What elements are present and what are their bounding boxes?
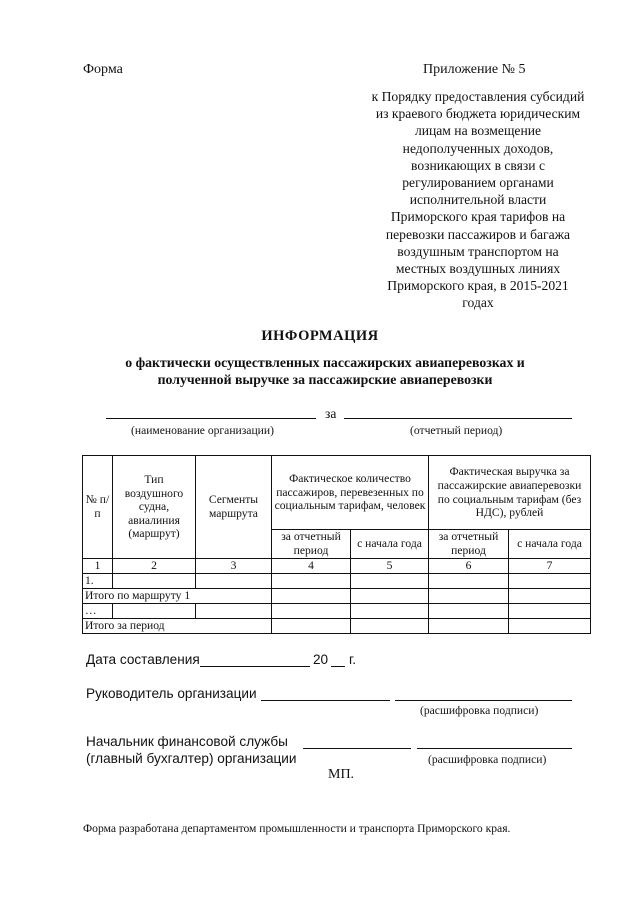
column-number: 1	[83, 559, 113, 574]
row-ellipsis-cell: …	[83, 603, 113, 618]
data-cell[interactable]	[272, 603, 351, 618]
table-row-route-total	[83, 588, 591, 603]
appendix-line: возникающих в связи с	[411, 157, 545, 173]
data-cell[interactable]	[113, 573, 196, 588]
appendix-line: исполнительной власти	[409, 192, 547, 208]
row-number-cell: 1.	[83, 573, 113, 588]
year-suffix: г.	[349, 652, 357, 667]
appendix-line: перевозки пассажиров и багажа	[385, 226, 571, 242]
column-number: 7	[509, 559, 591, 574]
stamp-place-label: МП.	[328, 767, 355, 782]
subheader-cell-period: за отчетный период	[429, 530, 509, 559]
period-connector: за	[325, 406, 337, 421]
appendix-line: годах	[462, 295, 494, 311]
finance-signature-line[interactable]	[303, 748, 411, 749]
data-cell[interactable]	[351, 588, 429, 603]
finance-decode-line[interactable]	[417, 748, 572, 749]
head-signature-line[interactable]	[261, 700, 390, 701]
table-row	[83, 573, 591, 588]
data-cell[interactable]	[351, 618, 429, 633]
data-cell[interactable]	[429, 618, 509, 633]
period-field-line[interactable]	[344, 418, 572, 419]
year-prefix: 20	[313, 652, 329, 667]
subtitle-line: о фактически осуществленных пассажирских авиаперевозках и	[125, 355, 525, 370]
head-decode-line[interactable]	[395, 700, 572, 701]
appendix-line: лицам на возмещение	[414, 123, 542, 139]
data-cell[interactable]	[429, 588, 509, 603]
route-total-label: Итого по маршруту 1	[83, 588, 272, 603]
document-title: ИНФОРМАЦИЯ	[261, 328, 379, 344]
document-subtitle	[120, 354, 530, 388]
appendix-line: недополученных доходов,	[402, 140, 554, 156]
data-cell[interactable]	[429, 603, 509, 618]
date-field-line[interactable]	[200, 666, 310, 667]
data-cell[interactable]	[351, 573, 429, 588]
report-table	[82, 455, 591, 634]
period-total-label: Итого за период	[83, 618, 272, 633]
subheader-cell-period: за отчетный период	[272, 530, 351, 559]
data-cell[interactable]	[272, 588, 351, 603]
decode-hint: (расшифровка подписи)	[420, 704, 539, 717]
appendix-line: регулированием органами	[402, 175, 554, 191]
date-label: Дата составления	[86, 652, 200, 667]
appendix-line: местных воздушных линиях	[395, 261, 561, 277]
data-cell[interactable]	[509, 603, 591, 618]
table-row-period-total	[83, 618, 591, 633]
appendix-line: к Порядку предоставления субсидий	[371, 89, 585, 104]
column-number: 3	[196, 559, 272, 574]
column-number: 6	[429, 559, 509, 574]
decode-hint: (расшифровка подписи)	[428, 753, 547, 766]
data-cell[interactable]	[272, 618, 351, 633]
footer-note: Форма разработана департаментом промышленности и транспорта Приморского края.	[83, 822, 511, 835]
appendix-line: из краевого бюджета юридическим	[375, 106, 581, 122]
data-cell[interactable]	[509, 618, 591, 633]
org-name-hint: (наименование организации)	[131, 424, 274, 437]
appendix-line: воздушным транспортом на	[397, 243, 559, 259]
data-cell[interactable]	[509, 588, 591, 603]
appendix-body	[350, 88, 606, 312]
header-cell-passengers: Фактическое количество пассажиров, перевезенных по социальным тарифам, человек	[272, 456, 429, 530]
data-cell[interactable]	[429, 573, 509, 588]
appendix-line: Приморского края тарифов на	[390, 209, 566, 225]
period-hint: (отчетный период)	[410, 424, 503, 437]
appendix-line: Приморского края, в 2015-2021	[387, 278, 569, 294]
year-field-line[interactable]	[331, 666, 345, 667]
data-cell[interactable]	[272, 573, 351, 588]
org-name-field-line[interactable]	[106, 418, 316, 419]
subtitle-line: полученной выручке за пассажирские авиаперевозки	[157, 372, 493, 387]
data-cell[interactable]	[196, 573, 272, 588]
finance-label-line1: Начальник финансовой службы	[86, 734, 288, 749]
finance-label-line2: (главный бухгалтер) организации	[86, 751, 297, 766]
subheader-cell-year: с начала года	[509, 530, 591, 559]
header-cell-segments: Сегменты маршрута	[196, 456, 272, 559]
header-cell-revenue: Фактическая выручка за пассажирские авиаперевозки по социальным тарифам (без НДС), рублей	[429, 456, 591, 530]
data-cell[interactable]	[351, 603, 429, 618]
header-cell-vessel: Тип воздушного судна, авиалиния (маршрут)	[113, 456, 196, 559]
data-cell[interactable]	[509, 573, 591, 588]
subheader-cell-year: с начала года	[351, 530, 429, 559]
data-cell[interactable]	[196, 603, 272, 618]
column-number-row	[83, 559, 591, 574]
table-header-row	[83, 456, 591, 530]
header-cell-number: № п/п	[83, 456, 113, 559]
table-row	[83, 603, 591, 618]
column-number: 4	[272, 559, 351, 574]
head-label: Руководитель организации	[86, 686, 257, 701]
data-cell[interactable]	[113, 603, 196, 618]
form-label: Форма	[83, 62, 123, 77]
appendix-title: Приложение № 5	[423, 62, 526, 77]
column-number: 2	[113, 559, 196, 574]
column-number: 5	[351, 559, 429, 574]
